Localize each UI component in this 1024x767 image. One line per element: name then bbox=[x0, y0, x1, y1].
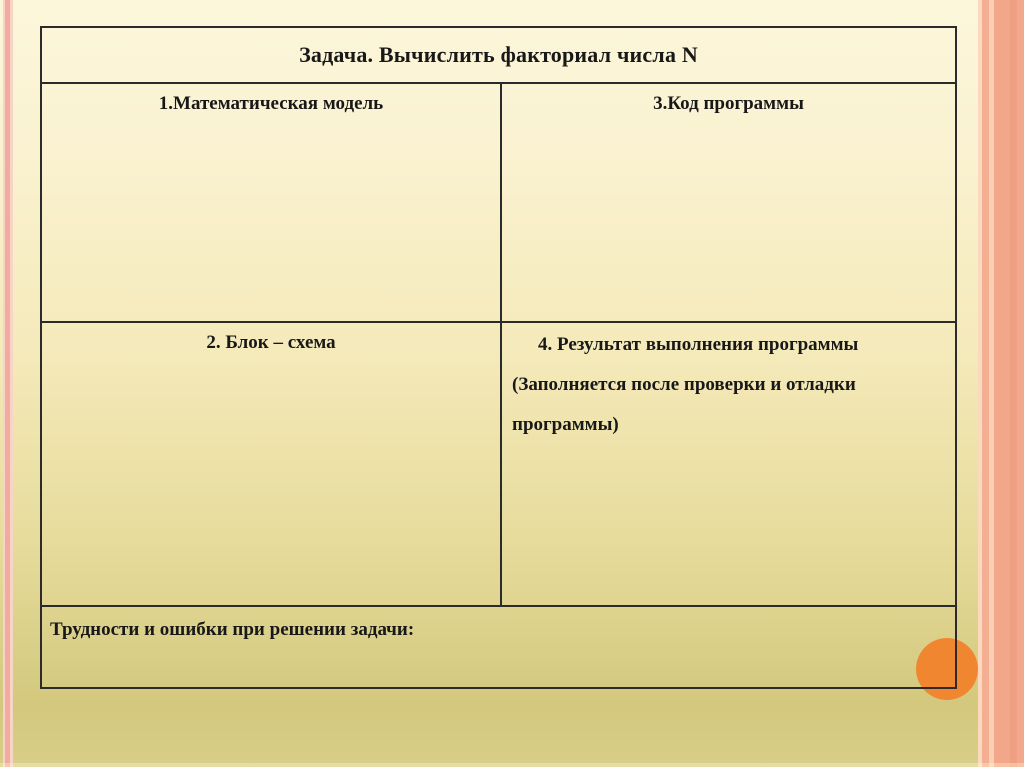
cell-math-model-label: 1.Математическая модель bbox=[158, 93, 384, 114]
cell-flowchart-label: 2. Блок – схема bbox=[206, 332, 336, 353]
table-footer-difficulties: Трудности и ошибки при решении задачи: bbox=[50, 619, 415, 640]
cell-program-result-label: 4. Результат выполнения программы (Заполняется после проверки и отладки программы) bbox=[512, 334, 859, 435]
bottom-edge-highlight bbox=[0, 763, 1024, 767]
right-border-stripe bbox=[978, 0, 1024, 767]
cell-program-code bbox=[502, 84, 955, 323]
table-title: Задача. Вычислить факториал числа N bbox=[42, 28, 955, 84]
cell-math-model bbox=[42, 84, 502, 323]
cell-program-result bbox=[502, 323, 955, 607]
task-table bbox=[40, 26, 957, 689]
left-border-stripe bbox=[3, 0, 13, 767]
cell-flowchart bbox=[42, 323, 502, 607]
cell-program-code-label: 3.Код программы bbox=[653, 93, 804, 114]
